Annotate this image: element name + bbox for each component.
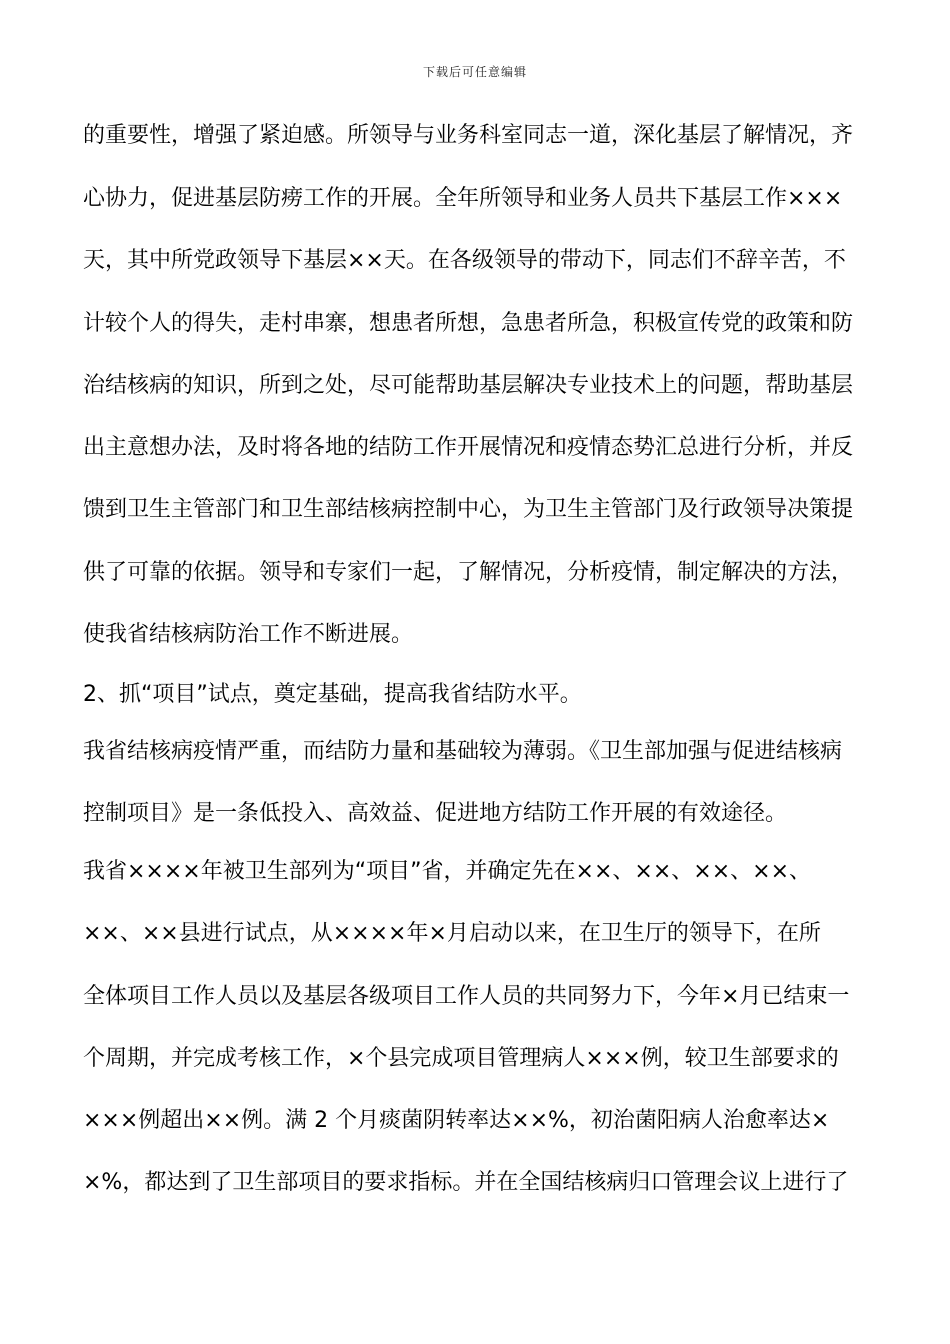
page-header: 下载后可任意编辑	[422, 65, 527, 79]
text-line: 出主意想办法，及时将各地的结防工作开展情况和疫情态势汇总进行分析，并反	[83, 435, 854, 460]
text-line: ×%，都达到了卫生部项目的要求指标。并在全国结核病归口管理会议上进行了	[83, 1170, 849, 1195]
text-line: 我省××××年被卫生部列为“项目”省，并确定先在××、××、××、××、	[83, 859, 811, 884]
text-line: 的重要性，增强了紧迫感。所领导与业务科室同志一道，深化基层了解情况，齐	[83, 123, 854, 148]
text-line: 全体项目工作人员以及基层各级项目工作人员的共同努力下，今年×月已结束一	[83, 984, 850, 1009]
text-line: 我省结核病疫情严重，而结防力量和基础较为薄弱。《卫生部加强与促进结核病	[83, 739, 843, 764]
text-line: 天，其中所党政领导下基层××天。在各级领导的带动下，同志们不辞辛苦，不	[83, 248, 846, 273]
text-line: 馈到卫生主管部门和卫生部结核病控制中心，为卫生主管部门及行政领导决策提	[83, 497, 854, 522]
text-line: 心协力，促进基层防痨工作的开展。全年所领导和业务人员共下基层工作×××	[83, 186, 843, 211]
text-line: 控制项目》是一条低投入、高效益、促进地方结防工作开展的有效途径。	[83, 801, 788, 826]
text-line: 使我省结核病防治工作不断进展。	[83, 622, 414, 647]
text-line: 治结核病的知识，所到之处，尽可能帮助基层解决专业技术上的问题，帮助基层	[83, 373, 854, 398]
text-line: ×××例超出××例。满 2 个月痰菌阴转率达××%，初治菌阳病人治愈率达×	[83, 1108, 830, 1133]
text-line: 个周期，并完成考核工作，×个县完成项目管理病人×××例，较卫生部要求的	[83, 1046, 839, 1071]
section-heading: 2、抓“项目”试点，奠定基础，提高我省结防水平。	[83, 682, 582, 707]
text-line: 供了可靠的依据。领导和专家们一起，了解情况，分析疫情，制定解决的方法，	[83, 560, 854, 585]
text-line: 计较个人的得失，走村串寨，想患者所想，急患者所急，积极宣传党的政策和防	[83, 311, 854, 336]
text-line: ××、××县进行试点，从××××年×月启动以来，在卫生厅的领导下，在所	[83, 921, 821, 946]
